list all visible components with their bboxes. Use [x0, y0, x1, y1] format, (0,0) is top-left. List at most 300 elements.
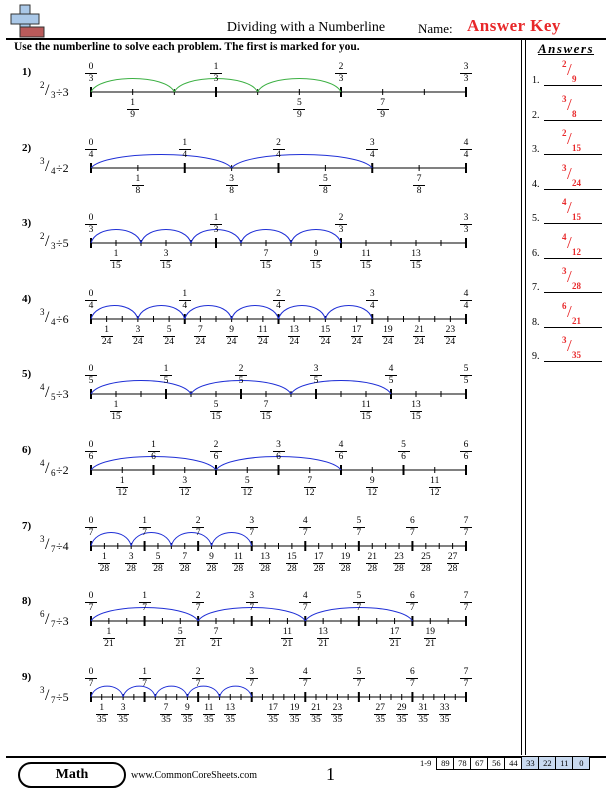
fraction-denominator: 7	[195, 678, 201, 689]
expression-numerator: 4	[40, 382, 45, 393]
fraction-numerator: 27	[375, 702, 386, 713]
fraction-denominator: 7	[195, 527, 201, 538]
fraction-denominator: 7	[302, 678, 308, 689]
problem-number: 1)	[22, 66, 32, 78]
fraction-numerator: 1	[106, 627, 112, 638]
fraction-denominator: 15	[161, 261, 171, 272]
fraction-numerator: 6	[410, 666, 415, 677]
fraction-numerator: 3	[163, 249, 169, 260]
fraction-numerator: 1	[142, 591, 147, 602]
score-cell: 0	[572, 756, 590, 770]
expression-divisor: ÷6	[56, 311, 69, 326]
fraction-numerator: 4	[302, 666, 308, 677]
fraction-denominator: 15	[411, 261, 421, 272]
fine-fraction-label	[274, 628, 300, 649]
fraction-denominator: 28	[367, 563, 377, 574]
fraction-denominator: 12	[180, 488, 190, 498]
fraction-denominator: 15	[261, 412, 271, 423]
answer-denominator: 28	[572, 281, 581, 291]
major-fraction-label	[453, 139, 479, 160]
fraction-denominator: 3	[463, 225, 469, 236]
major-fraction-label	[399, 668, 425, 689]
fraction-denominator: 15	[361, 261, 371, 272]
fraction-numerator: 17	[351, 324, 362, 335]
fraction-denominator: 24	[258, 336, 268, 347]
fraction-denominator: 7	[249, 527, 255, 538]
fraction-numerator: 6	[410, 591, 415, 602]
fine-fraction-label	[344, 326, 370, 347]
fraction-denominator: 24	[445, 336, 456, 347]
fraction-numerator: 7	[463, 666, 469, 677]
fraction-numerator: 3	[463, 62, 469, 72]
answer-slash: /	[567, 198, 572, 217]
fraction-denominator: 8	[323, 185, 328, 196]
fraction-denominator: 24	[164, 336, 174, 347]
fraction-numerator: 25	[421, 551, 431, 562]
fraction-numerator: 3	[135, 324, 141, 335]
fraction-numerator: 17	[389, 627, 400, 638]
fraction-numerator: 5	[356, 666, 362, 677]
expression-denominator: 3	[51, 241, 56, 252]
score-cell: 22	[538, 756, 556, 770]
fraction-denominator: 5	[463, 376, 469, 387]
expression-divisor: ÷5	[56, 236, 69, 251]
fraction-denominator: 35	[96, 714, 107, 725]
fraction-denominator: 35	[268, 714, 278, 725]
fraction-numerator: 15	[287, 551, 297, 562]
fraction-numerator: 0	[88, 137, 94, 148]
fraction-denominator: 6	[213, 452, 219, 462]
answer-number: 4.	[532, 178, 540, 190]
answer-slash: /	[567, 267, 572, 286]
major-fraction-label	[292, 668, 318, 689]
fine-fraction-label	[382, 628, 408, 649]
fine-fraction-label	[353, 250, 379, 271]
major-fraction-label	[453, 668, 479, 689]
fraction-denominator: 24	[101, 336, 112, 347]
fraction-denominator: 12	[305, 488, 315, 498]
fraction-denominator: 7	[302, 603, 308, 614]
fine-fraction-label	[306, 553, 332, 574]
fraction-numerator: 13	[260, 551, 270, 562]
fraction-denominator: 7	[410, 527, 415, 538]
major-fraction-label	[185, 517, 211, 538]
fine-fraction-label	[406, 175, 432, 196]
expression-denominator: 7	[51, 619, 56, 630]
problem-number: 7)	[22, 519, 32, 532]
fine-fraction-label	[437, 326, 463, 347]
major-fraction-label	[453, 214, 479, 235]
fine-fraction-label	[250, 326, 276, 347]
fraction-denominator: 7	[142, 527, 147, 538]
fraction-denominator: 4	[182, 149, 188, 160]
fraction-denominator: 35	[204, 714, 214, 725]
fraction-denominator: 7	[88, 678, 94, 689]
fraction-numerator: 1	[113, 400, 119, 411]
fraction-denominator: 35	[375, 714, 386, 725]
fraction-numerator: 21	[367, 551, 377, 562]
fraction-denominator: 35	[182, 714, 193, 725]
major-fraction-label	[203, 214, 229, 235]
answer-numerator: 4	[562, 197, 567, 207]
fraction-denominator: 5	[163, 376, 169, 387]
fraction-numerator: 13	[318, 627, 328, 638]
fraction-numerator: 5	[356, 591, 362, 602]
fraction-denominator: 28	[394, 563, 404, 574]
major-fraction-label	[132, 517, 158, 538]
fraction-denominator: 28	[421, 563, 431, 574]
expression-numerator: 2	[40, 231, 45, 242]
fraction-denominator: 35	[289, 714, 300, 725]
expression-denominator: 5	[51, 392, 56, 403]
score-range-label: 1-9	[420, 758, 432, 768]
fine-fraction-label	[370, 99, 396, 120]
score-cell: 11	[555, 756, 573, 770]
fraction-denominator: 28	[260, 563, 270, 574]
fine-fraction-label	[125, 326, 151, 347]
fraction-numerator: 4	[463, 137, 469, 148]
fraction-numerator: 0	[88, 288, 94, 299]
fine-fraction-label	[103, 250, 129, 271]
fine-fraction-label	[359, 477, 385, 498]
major-fraction-label	[132, 592, 158, 613]
fraction-numerator: 3	[276, 440, 281, 450]
major-fraction-label	[328, 63, 354, 84]
fraction-denominator: 7	[88, 603, 94, 614]
fraction-denominator: 7	[410, 603, 415, 614]
fine-fraction-label	[432, 704, 458, 725]
answer-number: 7.	[532, 282, 540, 293]
expression-slash: /	[45, 157, 50, 175]
fine-fraction-label	[225, 553, 251, 574]
footer	[0, 756, 612, 792]
fraction-numerator: 19	[289, 702, 300, 713]
fraction-denominator: 7	[249, 678, 255, 689]
expression-slash: /	[45, 460, 50, 477]
fraction-numerator: 2	[338, 213, 344, 224]
fraction-numerator: 11	[204, 702, 214, 713]
fraction-denominator: 24	[320, 336, 331, 347]
major-fraction-label	[266, 441, 292, 462]
expression-divisor: ÷4	[56, 538, 69, 553]
fraction-numerator: 1	[104, 324, 109, 335]
answer-denominator: 12	[572, 246, 581, 257]
answer-number: 3.	[532, 144, 540, 155]
fraction-denominator: 4	[463, 300, 469, 311]
score-cell: 78	[453, 756, 471, 770]
fraction-numerator: 13	[411, 249, 421, 260]
fraction-denominator: 5	[88, 376, 94, 387]
fraction-numerator: 7	[263, 400, 269, 411]
major-fraction-label	[185, 592, 211, 613]
fraction-numerator: 5	[177, 627, 183, 638]
fraction-numerator: 27	[447, 551, 458, 562]
fraction-numerator: 21	[311, 702, 321, 713]
fine-fraction-label	[125, 175, 151, 196]
fraction-denominator: 7	[249, 603, 255, 614]
fraction-numerator: 5	[401, 440, 406, 450]
fraction-numerator: 7	[307, 476, 313, 486]
fraction-denominator: 4	[369, 149, 375, 160]
fraction-numerator: 5	[244, 476, 250, 486]
fraction-numerator: 5	[323, 173, 328, 184]
score-table	[418, 756, 590, 769]
fraction-denominator: 21	[318, 639, 328, 650]
fraction-denominator: 3	[88, 74, 94, 84]
fraction-numerator: 7	[463, 515, 469, 526]
fine-fraction-label	[203, 628, 229, 649]
fraction-denominator: 7	[463, 678, 469, 689]
expression-slash: /	[45, 308, 50, 326]
fraction-denominator: 21	[104, 639, 114, 650]
fraction-denominator: 3	[213, 225, 219, 236]
fine-fraction-label	[156, 326, 182, 347]
answer-denominator: 15	[572, 143, 581, 153]
major-fraction-label	[78, 139, 104, 160]
major-fraction-label	[453, 517, 479, 538]
fine-fraction-label	[312, 326, 338, 347]
answer-numerator: 2	[562, 128, 567, 138]
fraction-numerator: 1	[151, 440, 156, 450]
fine-fraction-label	[324, 704, 350, 725]
fraction-denominator: 3	[213, 74, 219, 84]
expression-divisor: ÷3	[56, 85, 69, 99]
fraction-numerator: 2	[276, 288, 281, 299]
name-label: Name:	[418, 21, 453, 36]
score-cell: 44	[504, 756, 522, 770]
answer-numerator: 3	[562, 266, 567, 276]
fine-fraction-label	[286, 99, 312, 120]
fraction-numerator: 2	[195, 666, 201, 677]
fraction-denominator: 6	[401, 452, 406, 462]
fraction-denominator: 35	[396, 714, 407, 725]
major-fraction-label	[303, 365, 329, 386]
fraction-denominator: 15	[361, 412, 371, 423]
fraction-numerator: 0	[88, 62, 94, 72]
fine-fraction-label	[219, 175, 245, 196]
fraction-denominator: 3	[88, 225, 94, 236]
fraction-denominator: 35	[161, 714, 171, 725]
score-cell: 56	[487, 756, 505, 770]
fraction-denominator: 8	[229, 185, 234, 196]
major-fraction-label	[239, 592, 265, 613]
answer-denominator: 35	[572, 350, 581, 360]
fraction-numerator: 4	[302, 591, 308, 602]
fraction-numerator: 11	[258, 324, 268, 335]
fraction-denominator: 21	[175, 639, 186, 650]
major-fraction-label	[399, 592, 425, 613]
fraction-denominator: 4	[276, 300, 281, 311]
fraction-numerator: 3	[229, 173, 234, 184]
fraction-numerator: 3	[369, 137, 375, 148]
fine-fraction-label	[167, 628, 193, 649]
fraction-numerator: 21	[414, 324, 424, 335]
fine-fraction-label	[234, 477, 260, 498]
fraction-denominator: 35	[439, 714, 450, 725]
fraction-numerator: 23	[332, 702, 343, 713]
expression-slash: /	[45, 82, 50, 99]
fraction-numerator: 3	[249, 591, 255, 602]
major-fraction-label	[203, 441, 229, 462]
fraction-numerator: 29	[396, 702, 407, 713]
fraction-denominator: 28	[233, 563, 244, 574]
major-fraction-label	[266, 290, 292, 311]
fraction-denominator: 7	[463, 603, 469, 614]
fraction-numerator: 0	[88, 213, 94, 224]
fine-fraction-label	[252, 553, 278, 574]
fine-fraction-label	[172, 553, 198, 574]
fraction-numerator: 23	[445, 324, 456, 335]
fraction-numerator: 2	[213, 440, 219, 450]
fraction-numerator: 9	[369, 476, 375, 486]
fine-fraction-label	[91, 553, 117, 574]
fine-fraction-label	[103, 401, 129, 422]
fine-fraction-label	[312, 175, 338, 196]
major-fraction-label	[292, 592, 318, 613]
answer-denominator: 15	[572, 212, 581, 222]
fraction-denominator: 6	[151, 452, 156, 462]
expression-numerator: 3	[40, 155, 45, 166]
fine-fraction-label	[109, 477, 135, 498]
jump-arc	[232, 154, 373, 168]
major-fraction-label	[203, 63, 229, 84]
fraction-numerator: 33	[439, 702, 450, 713]
fraction-numerator: 9	[313, 249, 319, 260]
fraction-denominator: 21	[211, 639, 221, 650]
score-cell: 33	[521, 756, 539, 770]
fraction-denominator: 4	[88, 300, 94, 311]
major-fraction-label	[346, 517, 372, 538]
fraction-denominator: 24	[195, 336, 206, 347]
fraction-numerator: 2	[276, 137, 281, 148]
fraction-denominator: 24	[414, 336, 424, 347]
fraction-numerator: 5	[356, 515, 362, 526]
fraction-numerator: 17	[268, 702, 278, 713]
fine-fraction-label	[417, 628, 443, 649]
problem-number: 4)	[22, 292, 32, 305]
fraction-numerator: 9	[229, 324, 234, 335]
fraction-denominator: 24	[133, 336, 143, 347]
fraction-numerator: 17	[313, 551, 324, 562]
problem-number: 9)	[22, 670, 32, 683]
fine-fraction-label	[386, 553, 412, 574]
answer-numerator: 6	[562, 300, 567, 311]
fraction-numerator: 15	[320, 324, 331, 335]
fraction-denominator: 15	[261, 261, 271, 272]
fraction-numerator: 0	[88, 515, 94, 526]
major-fraction-label	[239, 668, 265, 689]
problem-number: 8)	[22, 595, 32, 608]
fraction-denominator: 35	[332, 714, 343, 725]
major-fraction-label	[185, 668, 211, 689]
fraction-numerator: 13	[225, 702, 236, 713]
expression-slash: /	[45, 233, 50, 251]
fraction-denominator: 7	[463, 527, 469, 538]
fine-fraction-label	[199, 553, 225, 574]
major-fraction-label	[78, 365, 104, 386]
fraction-denominator: 28	[180, 563, 190, 574]
major-fraction-label	[78, 63, 104, 84]
fine-fraction-label	[253, 250, 279, 271]
major-fraction-label	[346, 592, 372, 613]
major-fraction-label	[453, 365, 479, 386]
fine-fraction-label	[187, 326, 213, 347]
fraction-numerator: 6	[410, 515, 415, 526]
answer-slash: /	[567, 163, 572, 183]
fraction-numerator: 1	[163, 364, 169, 375]
answer-numerator: 3	[562, 335, 567, 345]
fraction-denominator: 24	[351, 336, 362, 347]
fine-fraction-label	[217, 704, 243, 725]
fraction-numerator: 2	[238, 364, 244, 375]
fine-fraction-label	[359, 553, 385, 574]
fine-fraction-label	[145, 553, 171, 574]
fraction-denominator: 28	[340, 563, 351, 574]
fine-fraction-label	[403, 401, 429, 422]
fraction-denominator: 28	[447, 563, 458, 574]
fraction-denominator: 4	[463, 149, 469, 160]
fraction-denominator: 6	[338, 452, 344, 462]
fine-fraction-label	[281, 326, 307, 347]
fraction-denominator: 15	[111, 261, 121, 272]
fraction-denominator: 28	[153, 563, 163, 574]
fraction-numerator: 19	[425, 627, 436, 638]
jump-arc	[155, 686, 187, 697]
expression-divisor: ÷3	[56, 614, 69, 629]
answer-slash: /	[567, 336, 572, 355]
major-fraction-label	[266, 139, 292, 160]
major-fraction-label	[153, 365, 179, 386]
fraction-denominator: 4	[369, 300, 375, 311]
answers-heading: Answers	[537, 41, 595, 56]
expression-denominator: 4	[51, 165, 56, 176]
fraction-denominator: 35	[118, 714, 128, 725]
major-fraction-label	[359, 139, 385, 160]
fraction-denominator: 7	[356, 603, 362, 614]
fraction-numerator: 1	[213, 62, 219, 72]
fraction-numerator: 5	[296, 98, 302, 108]
fraction-denominator: 28	[287, 563, 297, 574]
fraction-denominator: 21	[389, 639, 400, 650]
fraction-denominator: 4	[276, 149, 281, 160]
major-fraction-label	[78, 517, 104, 538]
major-fraction-label	[359, 290, 385, 311]
fine-fraction-label	[253, 401, 279, 422]
answer-slash: /	[567, 60, 572, 79]
answer-denominator: 8	[572, 108, 577, 119]
major-fraction-label	[453, 63, 479, 84]
fraction-denominator: 6	[276, 452, 281, 462]
fraction-numerator: 9	[185, 702, 190, 713]
fraction-numerator: 9	[209, 551, 214, 562]
fine-fraction-label	[310, 628, 336, 649]
answer-slash: /	[567, 232, 572, 252]
score-cell: 67	[470, 756, 488, 770]
major-fraction-label	[239, 517, 265, 538]
fraction-numerator: 4	[463, 288, 469, 299]
major-fraction-label	[78, 214, 104, 235]
fraction-denominator: 6	[463, 452, 469, 462]
fraction-numerator: 3	[249, 666, 255, 677]
fraction-denominator: 7	[195, 603, 201, 614]
fraction-denominator: 7	[302, 527, 308, 538]
fine-fraction-label	[120, 99, 146, 120]
fraction-denominator: 5	[238, 376, 244, 387]
expression-slash: /	[45, 686, 50, 704]
fraction-numerator: 1	[182, 137, 188, 148]
fraction-denominator: 15	[111, 412, 121, 423]
fraction-denominator: 24	[226, 336, 237, 347]
